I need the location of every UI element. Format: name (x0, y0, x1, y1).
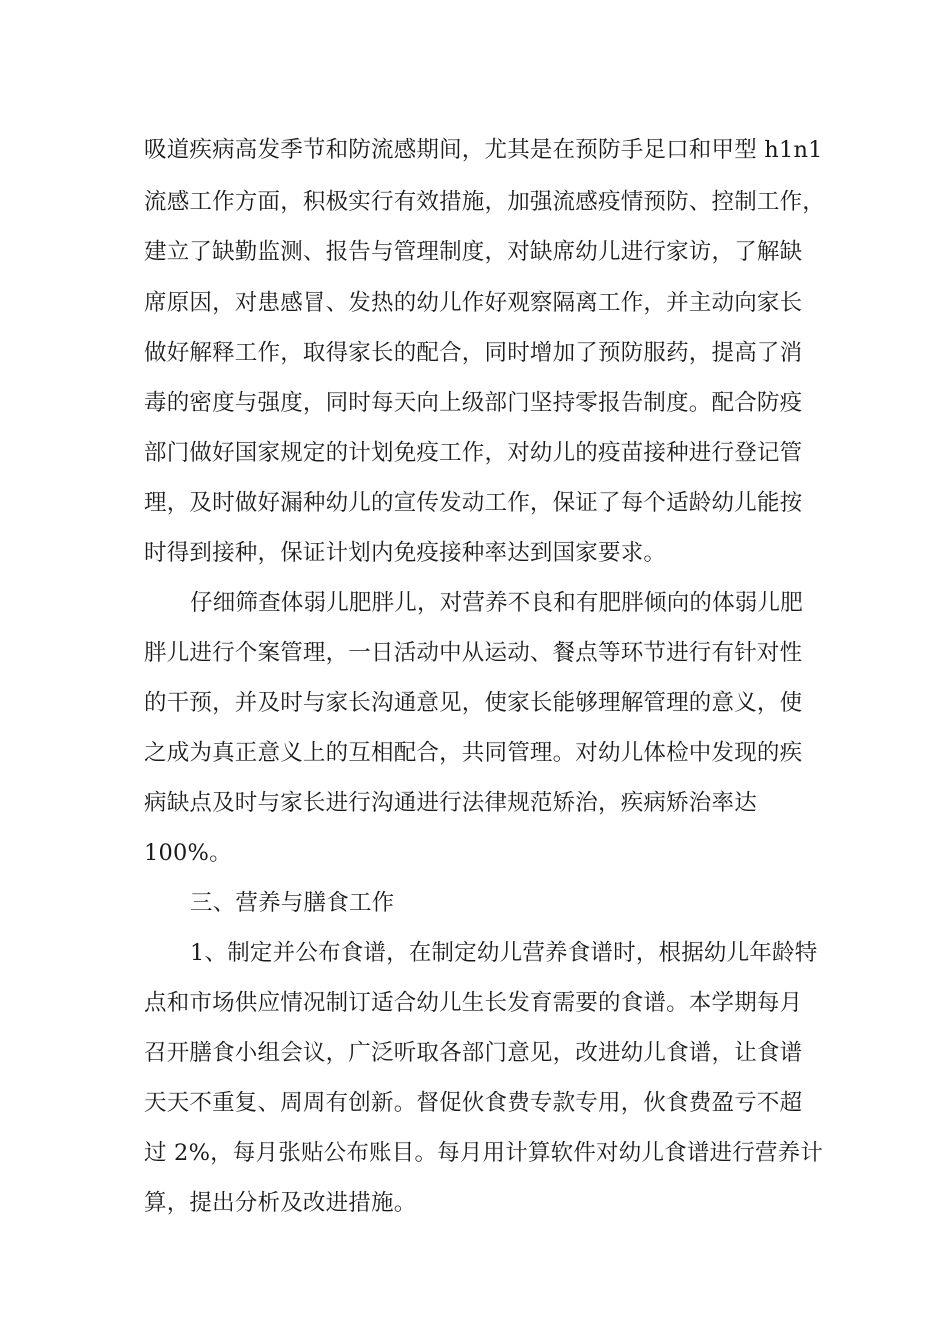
text-line: 胖儿进行个案管理，一日活动中从运动、餐点等环节进行有针对性 (144, 640, 803, 666)
text-line: 做好解释工作，取得家长的配合，同时增加了预防服药，提高了消 (144, 340, 803, 366)
text-line: 席原因，对患感冒、发热的幼儿作好观察隔离工作，并主动向家长 (144, 290, 803, 316)
text-line: 理，及时做好漏种幼儿的宣传发动工作，保证了每个适龄幼儿能按 (144, 490, 803, 516)
text-line: 流感工作方面，积极实行有效措施，加强流感疫情预防、控制工作， (144, 189, 826, 215)
text-line: 时得到接种，保证计划内免疫接种率达到国家要求。 (144, 540, 667, 566)
text-line: 召开膳食小组会议，广泛听取各部门意见，改进幼儿食谱，让食谱 (144, 1040, 803, 1066)
text-line: 吸道疾病高发季节和防流感期间，尤其是在预防手足口和甲型 h1n1 (144, 137, 823, 163)
paragraph-first-line: 1、制定并公布食谱，在制定幼儿营养食谱时，根据幼儿年龄特 (190, 940, 818, 966)
text-line: 算，提出分析及改进措施。 (144, 1190, 417, 1216)
section-heading: 三、营养与膳食工作 (190, 890, 395, 916)
text-line: 病缺点及时与家长进行沟通进行法律规范矫治，疾病矫治率达 (144, 790, 757, 816)
text-line: 之成为真正意义上的互相配合，共同管理。对幼儿体检中发现的疾 (144, 740, 803, 766)
text-line: 的干预，并及时与家长沟通意见，使家长能够理解管理的意义，使 (144, 690, 803, 716)
text-line: 部门做好国家规定的计划免疫工作，对幼儿的疫苗接种进行登记管 (144, 440, 803, 466)
paragraph-first-line: 仔细筛查体弱儿肥胖儿，对营养不良和有肥胖倾向的体弱儿肥 (190, 590, 803, 616)
text-line: 天天不重复、周周有创新。督促伙食费专款专用，伙食费盈亏不超 (144, 1090, 803, 1116)
text-line: 点和市场供应情况制订适合幼儿生长发育需要的食谱。本学期每月 (144, 990, 803, 1016)
text-line: 过 2%，每月张贴公布账目。每月用计算软件对幼儿食谱进行营养计 (144, 1140, 824, 1166)
text-line: 建立了缺勤监测、报告与管理制度，对缺席幼儿进行家访，了解缺 (144, 239, 803, 265)
text-line: 100%。 (144, 840, 232, 866)
text-line: 毒的密度与强度，同时每天向上级部门坚持零报告制度。配合防疫 (144, 390, 803, 416)
